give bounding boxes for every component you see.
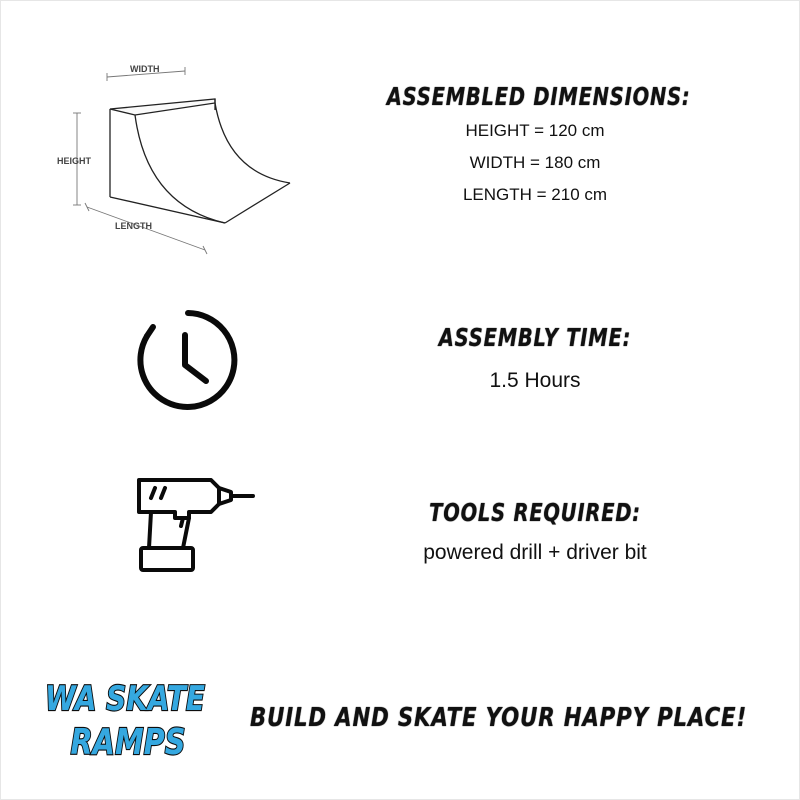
tools-value: powered drill + driver bit — [423, 541, 647, 564]
width-label: WIDTH — [130, 64, 160, 74]
slogan: BUILD AND SKATE YOUR HAPPY PLACE! — [250, 703, 747, 733]
length-spec: LENGTH = 210 cm — [462, 185, 608, 204]
height-label: HEIGHT — [57, 156, 92, 166]
assembly-value: 1.5 Hours — [489, 369, 581, 392]
drill-icon — [133, 470, 258, 580]
length-label: LENGTH — [115, 221, 152, 231]
height-spec: HEIGHT = 120 cm — [465, 121, 605, 140]
clock-icon — [133, 305, 243, 415]
assembly-heading: ASSEMBLY TIME: — [438, 323, 632, 352]
ramp-diagram — [55, 55, 300, 260]
tools-heading: TOOLS REQUIRED: — [429, 498, 641, 527]
logo-line-2: RAMPS — [70, 722, 186, 763]
ramp-shape — [110, 99, 290, 223]
logo-line-1: WA SKATE — [45, 679, 205, 719]
dimensions-heading: ASSEMBLED DIMENSIONS: — [386, 82, 691, 111]
wa-skate-ramps-logo — [40, 670, 210, 765]
width-spec: WIDTH = 180 cm — [469, 153, 601, 172]
